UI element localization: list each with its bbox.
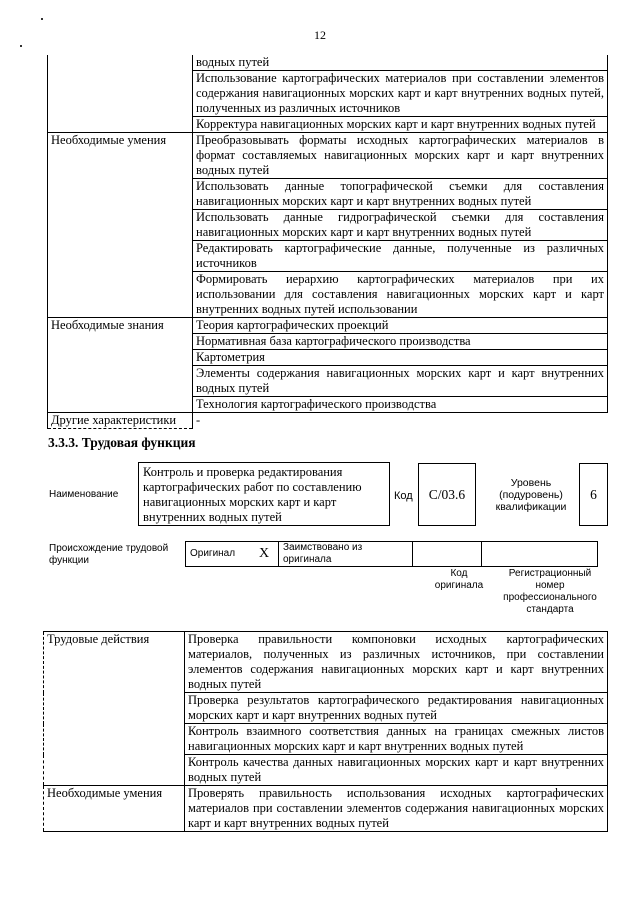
borrowed-label: Заимствовано из оригинала bbox=[279, 542, 413, 567]
origin-table bbox=[185, 541, 598, 567]
table-cell: Проверка результатов картографического редактирования навигационных морских карт и карт внутренних водных путей bbox=[185, 693, 608, 724]
table-cell: Технология картографического производства bbox=[193, 397, 608, 413]
reg-number-label: Регистрационный номер профессионального стандарта bbox=[503, 568, 597, 615]
table-row bbox=[48, 318, 608, 334]
table-cell: Элементы содержания навигационных морских карт и карт внутренних водных путей bbox=[193, 366, 608, 397]
origin-label: Происхождение трудовой функции bbox=[49, 543, 169, 566]
level-label: Уровень (подуровень) квалификации bbox=[495, 477, 567, 513]
section-title: 3.3.3. Трудовая функция bbox=[48, 435, 196, 450]
code-label: Код bbox=[394, 490, 413, 502]
page-number: 12 bbox=[314, 28, 326, 42]
function-name-box: Контроль и проверка редактирования картографических работ по составлению навигационных морских карт и карт внутренних водных путей bbox=[138, 462, 390, 526]
table-row bbox=[186, 542, 598, 567]
code-box: С/03.6 bbox=[418, 463, 476, 526]
table-row bbox=[44, 786, 608, 832]
row-label-skills: Необходимые умения bbox=[48, 133, 193, 318]
table-cell: Контроль взаимного соответствия данных на границах смежных листов навигационных морских карт и карт внутренних водных путей bbox=[185, 724, 608, 755]
row-label-other: Другие характеристики bbox=[48, 413, 193, 429]
reg-number-cell bbox=[482, 542, 598, 567]
table-cell: Теория картографических проекций bbox=[193, 318, 608, 334]
table-cell: Использовать данные гидрографической съемки для составления навигационных морских карт и карт внутренних водных путей bbox=[193, 210, 608, 241]
row-label-actions: Трудовые действия bbox=[44, 632, 185, 786]
table-cell: Проверка правильности компоновки исходных картографических материалов, полученных из различных источников, при составлении элементов содержания навигационных морских карт и карт внутренних водных путей bbox=[185, 632, 608, 693]
table-row bbox=[48, 133, 608, 179]
table-cell: Корректура навигационных морских карт и карт внутренних водных путей bbox=[193, 117, 608, 133]
original-label: Оригинал bbox=[186, 542, 251, 567]
row-label-skills: Необходимые умения bbox=[44, 786, 185, 832]
empty-label-cell bbox=[48, 55, 193, 133]
table-cell: Нормативная база картографического производства bbox=[193, 334, 608, 350]
table-cell: Контроль качества данных навигационных морских карт и карт внутренних водных путей bbox=[185, 755, 608, 786]
table-cell: Картометрия bbox=[193, 350, 608, 366]
table-cell: - bbox=[193, 413, 608, 429]
original-code-label: Код оригинала bbox=[434, 568, 484, 591]
row-label-knowledge: Необходимые знания bbox=[48, 318, 193, 413]
table-actions bbox=[43, 631, 608, 832]
scan-dot bbox=[20, 45, 22, 47]
table-cell: водных путей bbox=[193, 55, 608, 71]
table-row bbox=[44, 632, 608, 693]
table-row bbox=[48, 55, 608, 71]
table-cell: Использовать данные топографической съемки для составления навигационных морских карт и карт внутренних водных путей bbox=[193, 179, 608, 210]
table-skills-knowledge bbox=[47, 55, 608, 429]
table-cell: Использование картографических материалов при составлении элементов содержания навигационных морских карт и карт внутренних водных путей, полученных из различных источников bbox=[193, 71, 608, 117]
level-box: 6 bbox=[579, 463, 608, 526]
table-cell: Преобразовывать форматы исходных картографических материалов в формат составляемых навигационных морских карт и карт внутренних водных путей bbox=[193, 133, 608, 179]
original-code-cell bbox=[413, 542, 482, 567]
scan-dot bbox=[41, 18, 43, 20]
name-label: Наименование bbox=[49, 489, 119, 500]
original-mark: Х bbox=[250, 542, 279, 567]
table-cell: Формировать иерархию картографических материалов при их использовании для составления навигационных морских карт и карт внутренних водных путей использовании bbox=[193, 272, 608, 318]
table-cell: Редактировать картографические данные, полученные из различных источников bbox=[193, 241, 608, 272]
table-cell: Проверять правильность использования исходных картографических материалов при составлении элементов содержания навигационных морских карт и карт внутренних водных путей bbox=[185, 786, 608, 832]
table-row bbox=[48, 413, 608, 429]
